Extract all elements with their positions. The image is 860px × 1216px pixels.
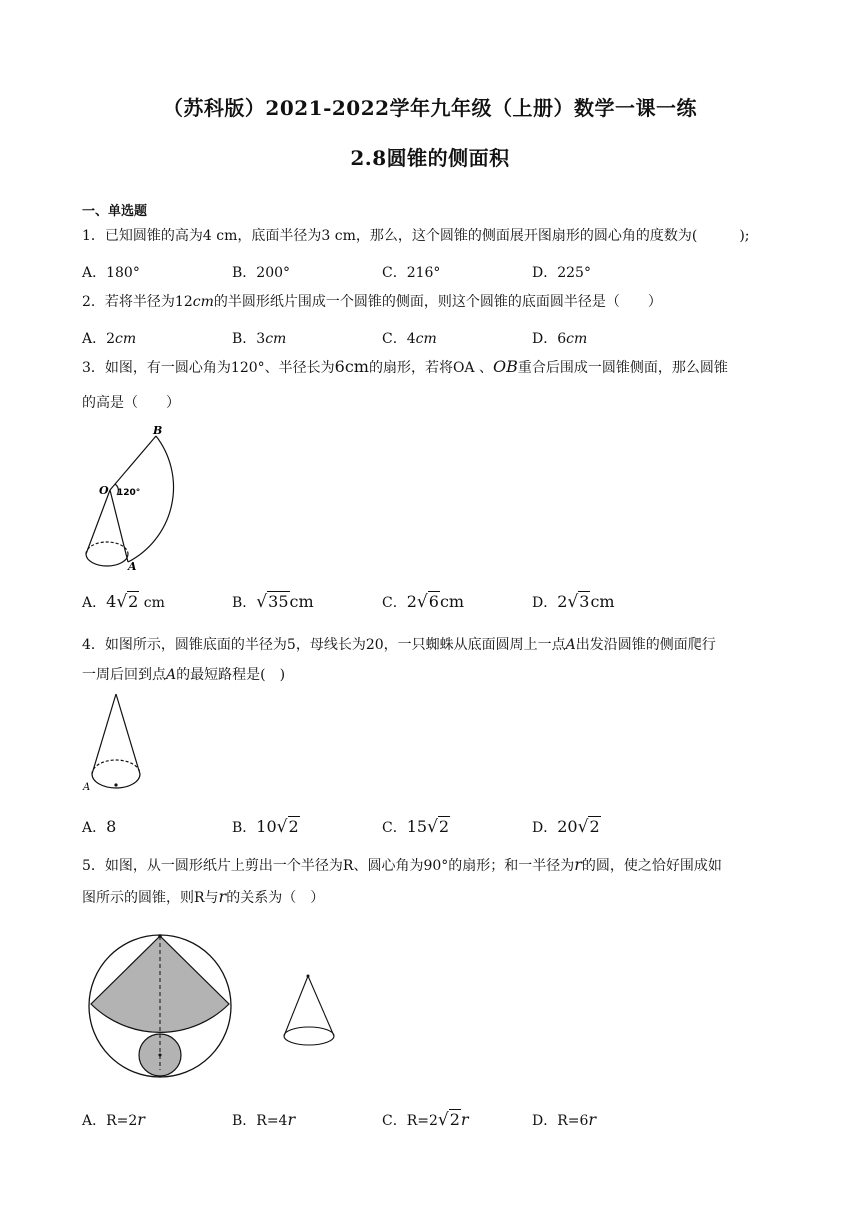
q4-point-a: A [565,637,576,653]
label-b: B [153,424,163,437]
section-heading: 一、单选题 [82,204,148,219]
question-5-line-2 [82,887,782,906]
q5-c-prefix: C．R=2 [382,1113,438,1129]
q5-option-c[interactable] [382,1110,469,1130]
q4-c-radical: √2 [427,817,450,837]
q3-d-radicand: 3 [579,592,590,611]
q4-line1-c: 出发沿圆锥的侧面爬行 [575,637,716,653]
cone-base-back [86,542,128,554]
q5-var-r: r [574,855,582,874]
q4-d-radical: √2 [577,817,600,837]
cone-base-front [86,554,128,566]
q4-option-a[interactable] [82,817,116,837]
q3-c-prefix: C． [382,595,407,611]
q5-c-radical: √2 [437,1110,460,1130]
q1-option-d[interactable]: D．225° [532,265,591,281]
question-3-line-1 [82,357,782,376]
q4-d-prefix: D． [532,820,558,836]
q1-option-b[interactable]: B．200° [232,265,291,281]
small-circle-center [159,1054,162,1057]
figure-circle-with-sector [84,930,244,1084]
question-5-line-1 [82,855,782,874]
sector-radius-ob [110,436,156,490]
q2-option-a[interactable] [82,328,136,348]
apex-dot [307,975,310,978]
q1-option-c[interactable]: C．216° [382,265,441,281]
q3-option-a[interactable] [82,592,165,612]
q4-b-radical: √2 [276,817,299,837]
q2-option-b-unit: cm [265,331,287,347]
cone-base [284,1027,334,1045]
question-4-options [82,817,782,841]
q5-line1-a: 5．如图，从一圆形纸片上剪出一个半径为R、圆心角为90°的扇形；和一半径为 [82,858,575,874]
cone-base-back [92,760,140,774]
figure-sector-cone [80,424,200,574]
q5-option-a[interactable] [82,1110,145,1130]
question-4-line-1 [82,638,782,652]
figure-cone [80,690,150,800]
q3-c-unit: cm [439,592,465,611]
q5-option-d[interactable] [532,1110,596,1130]
page-subtitle: 2.8圆锥的侧面积 [350,146,510,170]
question-1-text: 1．已知圆锥的高为4 cm，底面半径为3 cm，那么，这个圆锥的侧面展开图扇形的圆心角的度数为( ); [82,228,750,244]
q2-unit: cm [192,294,214,310]
q4-line1-a: 4．如图所示，圆锥底面的半径为5，母线长为20，一只蜘蛛从底面圆周上一点 [82,637,566,653]
question-3-line-2: 的高是（ ） [82,395,180,411]
q4-line2-c: 的最短路程是( ) [176,667,286,683]
question-4-line-2 [82,668,782,682]
q3-d-coef: 2 [557,592,568,611]
base-center-dot [114,783,117,786]
q3-c-radicand: 6 [428,592,439,611]
q3-ob: OB [493,357,518,376]
q2-option-a-label: A．2 [82,331,116,347]
q2-option-c-label: C．4 [382,331,416,347]
q3-b-radical: √35 [256,592,289,612]
q4-a-prefix: A． [82,820,107,836]
q5-b-var: r [287,1110,296,1129]
q2-option-c[interactable] [382,328,437,348]
q3-d-prefix: D． [532,595,558,611]
cone-left-side [86,490,110,554]
q1-option-a[interactable]: A．180° [82,265,140,281]
q5-b-prefix: B．R=4 [232,1113,288,1129]
q2-option-c-unit: cm [415,331,437,347]
q5-d-var: r [588,1110,597,1129]
question-3-options [82,592,782,616]
q3-a-prefix: A． [82,595,107,611]
top-dot [158,934,162,938]
q3-a-unit: cm [143,595,165,611]
question-5-options [82,1110,782,1134]
q3-option-c[interactable] [382,592,464,612]
question-2-options [82,328,782,352]
q3-a-coef: 4 [106,592,117,611]
q4-option-d[interactable] [532,817,601,837]
q2-option-d[interactable] [532,328,587,348]
q5-option-b[interactable] [232,1110,295,1130]
q3-b-prefix: B． [232,595,257,611]
label-a: A [128,560,137,573]
q2-option-b[interactable] [232,328,286,348]
q4-option-b[interactable] [232,817,300,837]
q3-radius: 6cm [334,357,369,376]
q2-option-b-label: B．3 [232,331,266,347]
q5-d-prefix: D．R=6 [532,1113,589,1129]
q4-b-coef: 10 [256,817,277,836]
q3-b-unit: cm [289,592,314,611]
sector-radius-oa [110,490,128,562]
q3-line1-e: 重合后围成一圆锥侧面，那么圆锥 [517,360,728,376]
q4-c-coef: 15 [406,817,428,836]
q2-option-d-label: D．6 [532,331,567,347]
q5-line2-c: 的关系为（ ） [226,890,325,906]
q5-a-prefix: A．R=2 [82,1113,138,1129]
question-2-text [82,295,782,309]
q3-d-unit: cm [590,592,615,611]
sector-arc [128,436,174,562]
label-angle: 120° [117,488,141,498]
q5-c-radicand: 2 [449,1110,460,1129]
q4-point-a-2: A [166,667,177,683]
label-a: A [83,782,91,793]
q4-c-radicand: 2 [438,817,450,836]
q2-option-a-unit: cm [115,331,137,347]
q5-c-var: r [460,1110,469,1129]
q3-a-radical: √2 [116,592,139,612]
q2-text-after: 的半圆形纸片围成一个圆锥的侧面，则这个圆锥的底面圆半径是（ ） [213,294,662,310]
page-title: （苏科版）2021-2022学年九年级（上册）数学一课一练 [162,96,698,120]
q5-line1-c: 的圆，使之恰好围成如 [581,858,722,874]
q4-option-c[interactable] [382,817,450,837]
q4-line2-a: 一周后回到点 [82,667,166,683]
q5-line2-a: 图所示的圆锥，则R与 [82,890,219,906]
q3-option-b[interactable] [232,592,314,612]
q3-d-radical: √3 [567,592,590,612]
q3-b-radicand: 35 [268,592,289,611]
q4-d-coef: 20 [557,817,578,836]
q3-line1-c: 的扇形，若将OA 、 [368,360,493,376]
q5-a-var: r [137,1110,145,1129]
q4-c-prefix: C． [382,820,407,836]
q4-a-coef: 8 [106,817,117,836]
q4-b-radicand: 2 [288,817,299,836]
question-1-options [82,262,782,286]
q3-a-radicand: 2 [128,592,139,611]
label-o: O [99,484,109,497]
figure-small-cone [280,972,350,1052]
q2-text-before: 2．若将半径为12 [82,294,193,310]
q3-option-d[interactable] [532,592,615,612]
q5-var-r-2: r [218,887,227,906]
q3-line1-a: 3．如图，有一圆心角为120°、半径长为 [82,360,335,376]
q2-option-d-unit: cm [566,331,588,347]
q3-c-radical: √6 [416,592,439,612]
q4-d-radicand: 2 [589,817,600,836]
cone-left-side [92,694,116,774]
q3-c-coef: 2 [406,592,417,611]
q4-b-prefix: B． [232,820,257,836]
